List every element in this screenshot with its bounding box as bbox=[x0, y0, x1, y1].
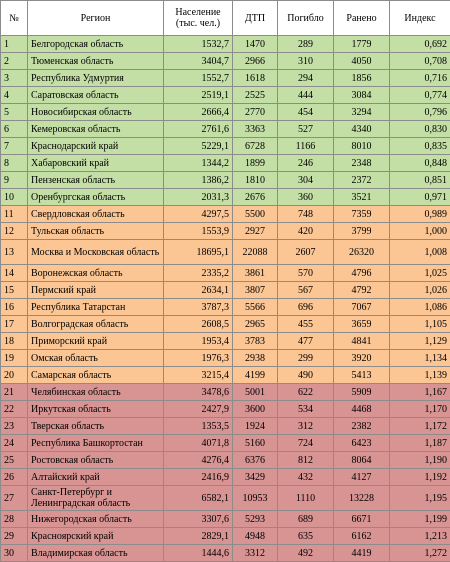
cell-region: Краснодарский край bbox=[28, 138, 164, 155]
cell-population: 1553,9 bbox=[164, 223, 233, 240]
cell-accidents: 3807 bbox=[233, 282, 278, 299]
cell-injured: 3920 bbox=[334, 350, 390, 367]
cell-population: 2427,9 bbox=[164, 401, 233, 418]
cell-region: Пензенская область bbox=[28, 172, 164, 189]
table-row bbox=[1, 435, 450, 452]
cell-region: Приморский край bbox=[28, 333, 164, 350]
cell-number: 15 bbox=[1, 282, 28, 299]
cell-number: 7 bbox=[1, 138, 28, 155]
cell-index: 1,272 bbox=[390, 545, 450, 562]
cell-died: 696 bbox=[278, 299, 334, 316]
table-row bbox=[1, 545, 450, 562]
table-row bbox=[1, 528, 450, 545]
cell-died: 420 bbox=[278, 223, 334, 240]
cell-population: 2608,5 bbox=[164, 316, 233, 333]
cell-injured: 4841 bbox=[334, 333, 390, 350]
cell-index: 1,129 bbox=[390, 333, 450, 350]
cell-accidents: 2938 bbox=[233, 350, 278, 367]
cell-accidents: 6728 bbox=[233, 138, 278, 155]
cell-region: Самарская область bbox=[28, 367, 164, 384]
cell-died: 444 bbox=[278, 87, 334, 104]
table-row bbox=[1, 367, 450, 384]
table-row bbox=[1, 316, 450, 333]
cell-injured: 1779 bbox=[334, 36, 390, 53]
cell-accidents: 2770 bbox=[233, 104, 278, 121]
header-region: Регион bbox=[28, 1, 164, 36]
cell-region: Хабаровский край bbox=[28, 155, 164, 172]
table-row bbox=[1, 87, 450, 104]
table-row bbox=[1, 486, 450, 511]
table-row bbox=[1, 53, 450, 70]
header-died: Погибло bbox=[278, 1, 334, 36]
header-index: Индекс bbox=[390, 1, 450, 36]
cell-accidents: 2966 bbox=[233, 53, 278, 70]
cell-accidents: 22088 bbox=[233, 240, 278, 265]
table-row bbox=[1, 155, 450, 172]
cell-index: 0,835 bbox=[390, 138, 450, 155]
cell-number: 26 bbox=[1, 469, 28, 486]
cell-population: 3478,6 bbox=[164, 384, 233, 401]
cell-region: Воронежская область bbox=[28, 265, 164, 282]
table-row bbox=[1, 121, 450, 138]
cell-injured: 6423 bbox=[334, 435, 390, 452]
cell-number: 4 bbox=[1, 87, 28, 104]
cell-index: 0,971 bbox=[390, 189, 450, 206]
cell-index: 1,195 bbox=[390, 486, 450, 511]
cell-index: 1,000 bbox=[390, 223, 450, 240]
cell-died: 492 bbox=[278, 545, 334, 562]
cell-number: 5 bbox=[1, 104, 28, 121]
cell-died: 299 bbox=[278, 350, 334, 367]
cell-index: 0,708 bbox=[390, 53, 450, 70]
table-row bbox=[1, 333, 450, 350]
cell-number: 14 bbox=[1, 265, 28, 282]
cell-region: Волгоградская область bbox=[28, 316, 164, 333]
cell-accidents: 2965 bbox=[233, 316, 278, 333]
cell-index: 1,170 bbox=[390, 401, 450, 418]
cell-index: 1,199 bbox=[390, 511, 450, 528]
cell-index: 0,716 bbox=[390, 70, 450, 87]
cell-population: 1552,7 bbox=[164, 70, 233, 87]
cell-population: 1386,2 bbox=[164, 172, 233, 189]
table-row bbox=[1, 299, 450, 316]
cell-region: Кемеровская область bbox=[28, 121, 164, 138]
cell-died: 689 bbox=[278, 511, 334, 528]
cell-region: Нижегородская область bbox=[28, 511, 164, 528]
header-injured: Ранено bbox=[334, 1, 390, 36]
table-row bbox=[1, 172, 450, 189]
cell-population: 2634,1 bbox=[164, 282, 233, 299]
cell-region: Оренбургская область bbox=[28, 189, 164, 206]
cell-died: 490 bbox=[278, 367, 334, 384]
cell-injured: 8010 bbox=[334, 138, 390, 155]
table-row bbox=[1, 418, 450, 435]
cell-died: 527 bbox=[278, 121, 334, 138]
cell-index: 0,851 bbox=[390, 172, 450, 189]
cell-population: 4297,5 bbox=[164, 206, 233, 223]
cell-number: 22 bbox=[1, 401, 28, 418]
table-body bbox=[1, 36, 450, 562]
cell-population: 1976,3 bbox=[164, 350, 233, 367]
table-row bbox=[1, 70, 450, 87]
cell-index: 0,848 bbox=[390, 155, 450, 172]
cell-injured: 3294 bbox=[334, 104, 390, 121]
cell-population: 2519,1 bbox=[164, 87, 233, 104]
cell-died: 304 bbox=[278, 172, 334, 189]
cell-index: 1,172 bbox=[390, 418, 450, 435]
cell-index: 1,008 bbox=[390, 240, 450, 265]
cell-region: Свердловская область bbox=[28, 206, 164, 223]
cell-region: Владимирская область bbox=[28, 545, 164, 562]
cell-number: 21 bbox=[1, 384, 28, 401]
cell-number: 11 bbox=[1, 206, 28, 223]
cell-injured: 2348 bbox=[334, 155, 390, 172]
cell-number: 30 bbox=[1, 545, 28, 562]
cell-died: 724 bbox=[278, 435, 334, 452]
cell-died: 455 bbox=[278, 316, 334, 333]
cell-index: 1,192 bbox=[390, 469, 450, 486]
cell-region: Санкт-Петербург и Ленинградская область bbox=[28, 486, 164, 511]
cell-died: 289 bbox=[278, 36, 334, 53]
cell-region: Республика Удмуртия bbox=[28, 70, 164, 87]
cell-number: 13 bbox=[1, 240, 28, 265]
cell-died: 454 bbox=[278, 104, 334, 121]
cell-population: 18695,1 bbox=[164, 240, 233, 265]
cell-injured: 3659 bbox=[334, 316, 390, 333]
cell-population: 2761,6 bbox=[164, 121, 233, 138]
cell-number: 18 bbox=[1, 333, 28, 350]
table-row bbox=[1, 36, 450, 53]
cell-injured: 8064 bbox=[334, 452, 390, 469]
cell-injured: 4796 bbox=[334, 265, 390, 282]
cell-number: 3 bbox=[1, 70, 28, 87]
cell-accidents: 5001 bbox=[233, 384, 278, 401]
cell-population: 3215,4 bbox=[164, 367, 233, 384]
cell-population: 1953,4 bbox=[164, 333, 233, 350]
cell-index: 1,025 bbox=[390, 265, 450, 282]
table-row bbox=[1, 350, 450, 367]
cell-index: 1,134 bbox=[390, 350, 450, 367]
cell-died: 1166 bbox=[278, 138, 334, 155]
cell-died: 310 bbox=[278, 53, 334, 70]
cell-died: 812 bbox=[278, 452, 334, 469]
cell-accidents: 3363 bbox=[233, 121, 278, 138]
cell-number: 1 bbox=[1, 36, 28, 53]
cell-accidents: 5293 bbox=[233, 511, 278, 528]
cell-accidents: 3312 bbox=[233, 545, 278, 562]
header-row bbox=[1, 1, 450, 36]
cell-region: Челябинская область bbox=[28, 384, 164, 401]
table-row bbox=[1, 384, 450, 401]
cell-accidents: 1618 bbox=[233, 70, 278, 87]
cell-index: 1,086 bbox=[390, 299, 450, 316]
cell-died: 477 bbox=[278, 333, 334, 350]
table-row bbox=[1, 282, 450, 299]
cell-index: 0,989 bbox=[390, 206, 450, 223]
cell-region: Тульская область bbox=[28, 223, 164, 240]
cell-index: 1,213 bbox=[390, 528, 450, 545]
cell-accidents: 2525 bbox=[233, 87, 278, 104]
cell-died: 635 bbox=[278, 528, 334, 545]
table-row bbox=[1, 138, 450, 155]
cell-injured: 5413 bbox=[334, 367, 390, 384]
header-accidents: ДТП bbox=[233, 1, 278, 36]
cell-index: 1,190 bbox=[390, 452, 450, 469]
cell-region: Алтайский край bbox=[28, 469, 164, 486]
table-row bbox=[1, 511, 450, 528]
cell-died: 567 bbox=[278, 282, 334, 299]
cell-injured: 2382 bbox=[334, 418, 390, 435]
cell-injured: 4340 bbox=[334, 121, 390, 138]
cell-accidents: 3600 bbox=[233, 401, 278, 418]
cell-accidents: 4948 bbox=[233, 528, 278, 545]
cell-population: 3404,7 bbox=[164, 53, 233, 70]
cell-number: 9 bbox=[1, 172, 28, 189]
cell-region: Белгородская область bbox=[28, 36, 164, 53]
cell-injured: 4127 bbox=[334, 469, 390, 486]
cell-injured: 7067 bbox=[334, 299, 390, 316]
cell-index: 0,774 bbox=[390, 87, 450, 104]
cell-died: 2607 bbox=[278, 240, 334, 265]
cell-index: 1,026 bbox=[390, 282, 450, 299]
cell-number: 10 bbox=[1, 189, 28, 206]
cell-accidents: 10953 bbox=[233, 486, 278, 511]
cell-region: Ростовская область bbox=[28, 452, 164, 469]
cell-region: Пермский край bbox=[28, 282, 164, 299]
cell-region: Новосибирская область bbox=[28, 104, 164, 121]
cell-region: Москва и Московская область bbox=[28, 240, 164, 265]
cell-population: 3307,6 bbox=[164, 511, 233, 528]
cell-population: 2335,2 bbox=[164, 265, 233, 282]
cell-injured: 7359 bbox=[334, 206, 390, 223]
cell-population: 2829,1 bbox=[164, 528, 233, 545]
cell-accidents: 5566 bbox=[233, 299, 278, 316]
cell-region: Саратовская область bbox=[28, 87, 164, 104]
cell-number: 8 bbox=[1, 155, 28, 172]
cell-number: 24 bbox=[1, 435, 28, 452]
cell-region: Иркутская область bbox=[28, 401, 164, 418]
table-row bbox=[1, 240, 450, 265]
cell-index: 0,692 bbox=[390, 36, 450, 53]
cell-accidents: 3861 bbox=[233, 265, 278, 282]
cell-number: 29 bbox=[1, 528, 28, 545]
cell-region: Республика Башкортостан bbox=[28, 435, 164, 452]
cell-died: 534 bbox=[278, 401, 334, 418]
cell-injured: 4050 bbox=[334, 53, 390, 70]
cell-died: 432 bbox=[278, 469, 334, 486]
table-row bbox=[1, 452, 450, 469]
table-row bbox=[1, 206, 450, 223]
cell-population: 3787,3 bbox=[164, 299, 233, 316]
header-number: № bbox=[1, 1, 28, 36]
cell-number: 23 bbox=[1, 418, 28, 435]
cell-number: 19 bbox=[1, 350, 28, 367]
header-population: Население (тыс. чел.) bbox=[164, 1, 233, 36]
cell-injured: 6162 bbox=[334, 528, 390, 545]
cell-population: 1444,6 bbox=[164, 545, 233, 562]
table-row bbox=[1, 223, 450, 240]
cell-died: 570 bbox=[278, 265, 334, 282]
cell-injured: 26320 bbox=[334, 240, 390, 265]
cell-number: 17 bbox=[1, 316, 28, 333]
cell-died: 748 bbox=[278, 206, 334, 223]
cell-number: 20 bbox=[1, 367, 28, 384]
cell-population: 1353,5 bbox=[164, 418, 233, 435]
cell-died: 1110 bbox=[278, 486, 334, 511]
table-row bbox=[1, 469, 450, 486]
cell-died: 294 bbox=[278, 70, 334, 87]
cell-accidents: 1924 bbox=[233, 418, 278, 435]
cell-index: 0,796 bbox=[390, 104, 450, 121]
table-row bbox=[1, 401, 450, 418]
cell-accidents: 4199 bbox=[233, 367, 278, 384]
cell-number: 28 bbox=[1, 511, 28, 528]
cell-died: 360 bbox=[278, 189, 334, 206]
cell-population: 4071,8 bbox=[164, 435, 233, 452]
cell-injured: 4792 bbox=[334, 282, 390, 299]
cell-accidents: 6376 bbox=[233, 452, 278, 469]
table-row bbox=[1, 189, 450, 206]
table-row bbox=[1, 265, 450, 282]
cell-injured: 13228 bbox=[334, 486, 390, 511]
cell-accidents: 1470 bbox=[233, 36, 278, 53]
cell-index: 1,105 bbox=[390, 316, 450, 333]
cell-population: 2666,4 bbox=[164, 104, 233, 121]
cell-index: 0,830 bbox=[390, 121, 450, 138]
cell-injured: 3521 bbox=[334, 189, 390, 206]
cell-population: 2416,9 bbox=[164, 469, 233, 486]
table-row bbox=[1, 104, 450, 121]
cell-accidents: 1899 bbox=[233, 155, 278, 172]
cell-number: 16 bbox=[1, 299, 28, 316]
cell-number: 2 bbox=[1, 53, 28, 70]
cell-accidents: 2927 bbox=[233, 223, 278, 240]
cell-injured: 1856 bbox=[334, 70, 390, 87]
cell-accidents: 3429 bbox=[233, 469, 278, 486]
cell-died: 622 bbox=[278, 384, 334, 401]
cell-injured: 4419 bbox=[334, 545, 390, 562]
cell-region: Республика Татарстан bbox=[28, 299, 164, 316]
cell-accidents: 1810 bbox=[233, 172, 278, 189]
cell-injured: 2372 bbox=[334, 172, 390, 189]
cell-died: 246 bbox=[278, 155, 334, 172]
cell-accidents: 5500 bbox=[233, 206, 278, 223]
cell-number: 12 bbox=[1, 223, 28, 240]
cell-died: 312 bbox=[278, 418, 334, 435]
cell-region: Тверская область bbox=[28, 418, 164, 435]
cell-population: 1344,2 bbox=[164, 155, 233, 172]
cell-injured: 5909 bbox=[334, 384, 390, 401]
cell-index: 1,139 bbox=[390, 367, 450, 384]
cell-population: 4276,4 bbox=[164, 452, 233, 469]
cell-region: Красноярский край bbox=[28, 528, 164, 545]
cell-accidents: 5160 bbox=[233, 435, 278, 452]
cell-population: 1532,7 bbox=[164, 36, 233, 53]
cell-injured: 3084 bbox=[334, 87, 390, 104]
cell-population: 6582,1 bbox=[164, 486, 233, 511]
cell-region: Тюменская область bbox=[28, 53, 164, 70]
cell-injured: 3799 bbox=[334, 223, 390, 240]
cell-accidents: 3783 bbox=[233, 333, 278, 350]
cell-population: 5229,1 bbox=[164, 138, 233, 155]
cell-index: 1,187 bbox=[390, 435, 450, 452]
cell-number: 25 bbox=[1, 452, 28, 469]
cell-population: 2031,3 bbox=[164, 189, 233, 206]
cell-accidents: 2676 bbox=[233, 189, 278, 206]
cell-injured: 4468 bbox=[334, 401, 390, 418]
cell-number: 27 bbox=[1, 486, 28, 511]
cell-region: Омская область bbox=[28, 350, 164, 367]
cell-index: 1,167 bbox=[390, 384, 450, 401]
cell-injured: 6671 bbox=[334, 511, 390, 528]
cell-number: 6 bbox=[1, 121, 28, 138]
